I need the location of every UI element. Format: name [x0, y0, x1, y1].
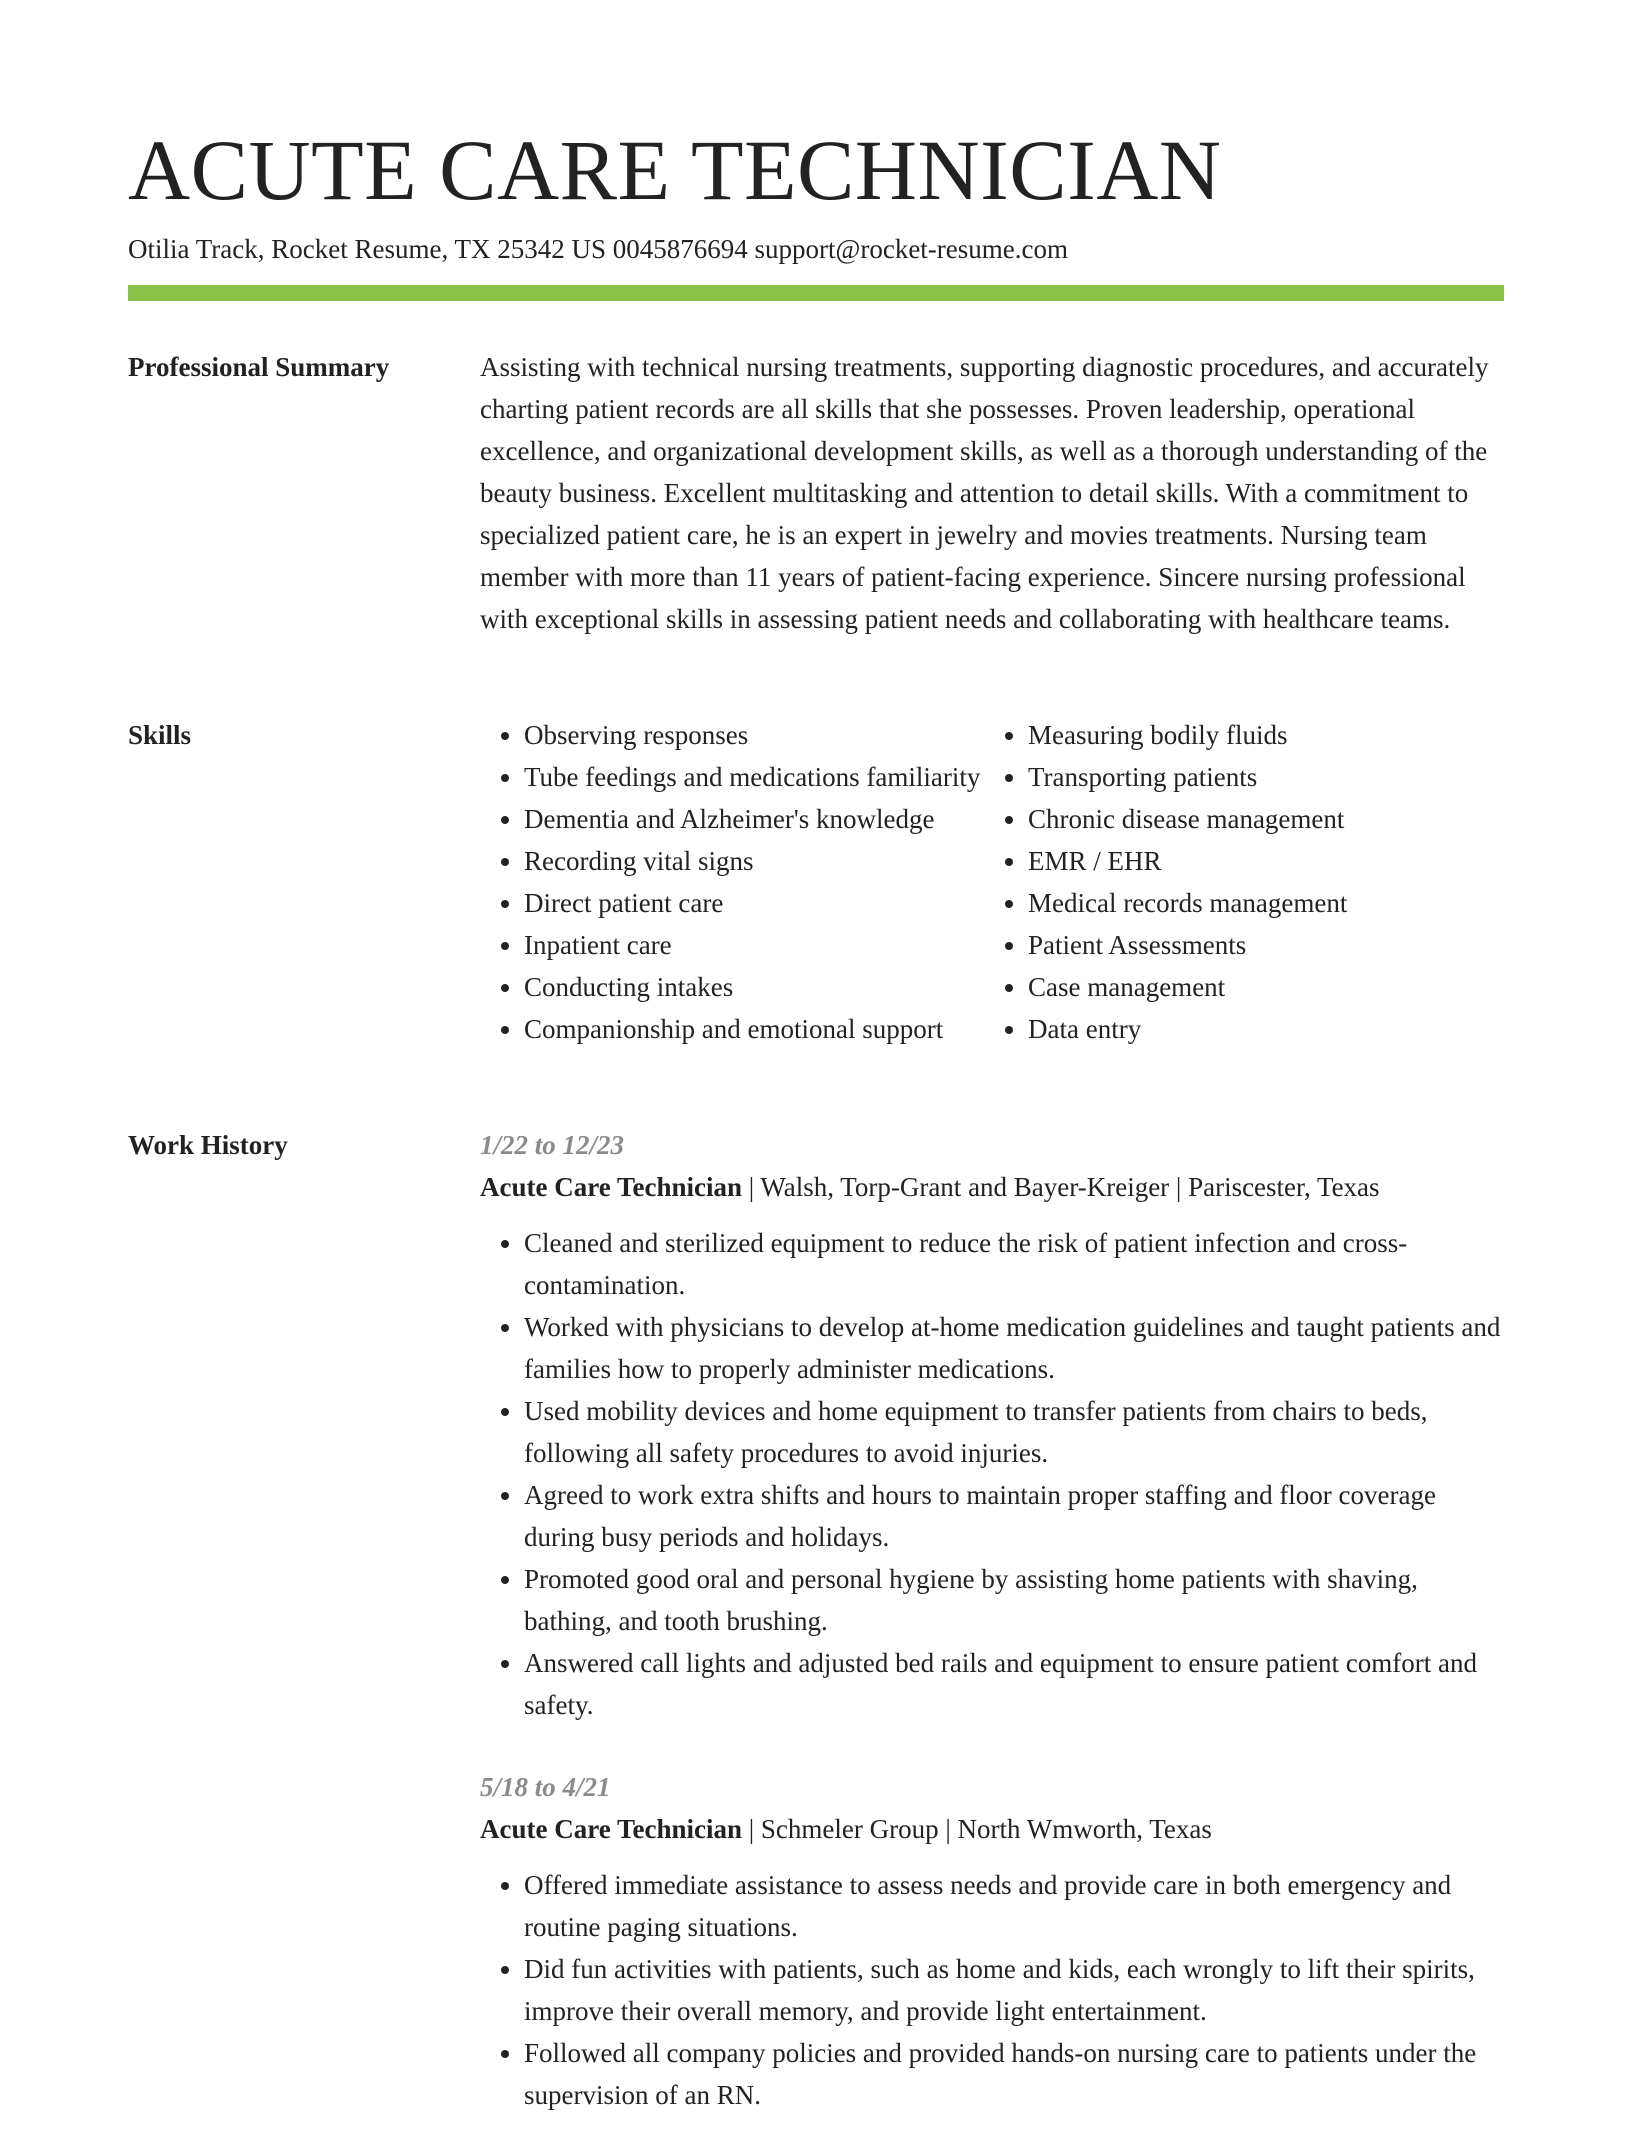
job-title: Acute Care Technician: [480, 1814, 742, 1844]
job-dates: 1/22 to 12/23: [480, 1130, 625, 1160]
summary-section: [128, 346, 1504, 686]
skill-item: • Observing responses: [524, 714, 984, 756]
skills-heading: Skills: [128, 720, 192, 750]
skill-item: • Dementia and Alzheimer's knowledge: [524, 798, 984, 840]
skills-list-right: [984, 714, 1488, 1050]
job-bullet: • Offered immediate assistance to assess needs and provide care in both emergency and routine paging situations.: [524, 1864, 1504, 1948]
job-entry: [480, 1766, 1504, 2116]
skill-item: • Chronic disease management: [1028, 798, 1488, 840]
job-bullet: • Agreed to work extra shifts and hours to maintain proper staffing and floor coverage during busy periods and holidays.: [524, 1474, 1504, 1558]
work-history-section: [128, 1124, 1504, 2112]
skill-item: • Tube feedings and medications familiarity: [524, 756, 984, 798]
job-bullet: • Promoted good oral and personal hygiene by assisting home patients with shaving, bathing, and tooth brushing.: [524, 1558, 1504, 1642]
work-history-body: [480, 1124, 1504, 2156]
job-bullet-list: [480, 1864, 1504, 2116]
job-company: Walsh, Torp-Grant and Bayer-Kreiger: [760, 1172, 1170, 1202]
skill-item: • Inpatient care: [524, 924, 984, 966]
job-separator: |: [748, 1814, 755, 1844]
skills-list-left: [480, 714, 984, 1050]
summary-body: [480, 346, 1504, 640]
job-location: North Wmworth, Texas: [957, 1814, 1212, 1844]
skill-item: • Medical records management: [1028, 882, 1488, 924]
job-location: Pariscester, Texas: [1188, 1172, 1380, 1202]
job-entry: [480, 1124, 1504, 1726]
summary-heading: Professional Summary: [128, 352, 390, 382]
page-title: ACUTE CARE TECHNICIAN: [128, 122, 1222, 218]
contact-address: Otilia Track, Rocket Resume, TX 25342 US: [128, 234, 606, 264]
skill-item: • Case management: [1028, 966, 1488, 1008]
job-bullet: • Did fun activities with patients, such as home and kids, each wrongly to lift their spirits, improve their overall memory, and provide light entertainment.: [524, 1948, 1504, 2032]
job-bullet-list: [480, 1222, 1504, 1726]
skill-item: • Data entry: [1028, 1008, 1488, 1050]
job-header-line: [480, 1166, 1504, 1208]
skill-item: • Recording vital signs: [524, 840, 984, 882]
skills-body: [480, 714, 1504, 1050]
skills-section: [128, 714, 1504, 1094]
skill-item: • Direct patient care: [524, 882, 984, 924]
work-history-heading: Work History: [128, 1130, 288, 1160]
job-separator: |: [1175, 1172, 1182, 1202]
job-bullet: • Cleaned and sterilized equipment to reduce the risk of patient infection and cross-contamination.: [524, 1222, 1504, 1306]
skill-item: • Patient Assessments: [1028, 924, 1488, 966]
contact-line: [128, 232, 1068, 266]
skill-item: • Measuring bodily fluids: [1028, 714, 1488, 756]
job-header-line: [480, 1808, 1504, 1850]
skill-item: • Transporting patients: [1028, 756, 1488, 798]
job-dates: 5/18 to 4/21: [480, 1772, 611, 1802]
job-separator: |: [748, 1172, 755, 1202]
contact-phone: 0045876694: [612, 234, 748, 264]
job-company: Schmeler Group: [760, 1814, 939, 1844]
job-title: Acute Care Technician: [480, 1172, 742, 1202]
skill-item: • Conducting intakes: [524, 966, 984, 1008]
header-divider: [128, 285, 1504, 301]
job-bullet: • Answered call lights and adjusted bed rails and equipment to ensure patient comfort and safety.: [524, 1642, 1504, 1726]
job-bullet: • Followed all company policies and provided hands-on nursing care to patients under the supervision of an RN.: [524, 2032, 1504, 2116]
job-bullet: • Worked with physicians to develop at-home medication guidelines and taught patients and families how to properly administer medications.: [524, 1306, 1504, 1390]
contact-email[interactable]: support@rocket-resume.com: [754, 234, 1069, 264]
summary-text: Assisting with technical nursing treatments, supporting diagnostic procedures, and accurately charting patient records are all skills that she possesses. Proven leadership, operational excellence, and organizational development skills, as well as a thorough understanding of the beauty business. Excellent multitasking and attention to detail skills. With a commitment to specialized patient care, he is an expert in jewelry and movies treatments. Nursing team member with more than 11 years of patient-facing experience. Sincere nursing professional with exceptional skills in assessing patient needs and collaborating with healthcare teams.: [480, 352, 1489, 634]
skill-item: • EMR / EHR: [1028, 840, 1488, 882]
skills-columns: [480, 714, 1504, 1050]
job-bullet: • Used mobility devices and home equipment to transfer patients from chairs to beds, following all safety procedures to avoid injuries.: [524, 1390, 1504, 1474]
skill-item: • Companionship and emotional support: [524, 1008, 984, 1050]
job-separator: |: [945, 1814, 951, 1844]
